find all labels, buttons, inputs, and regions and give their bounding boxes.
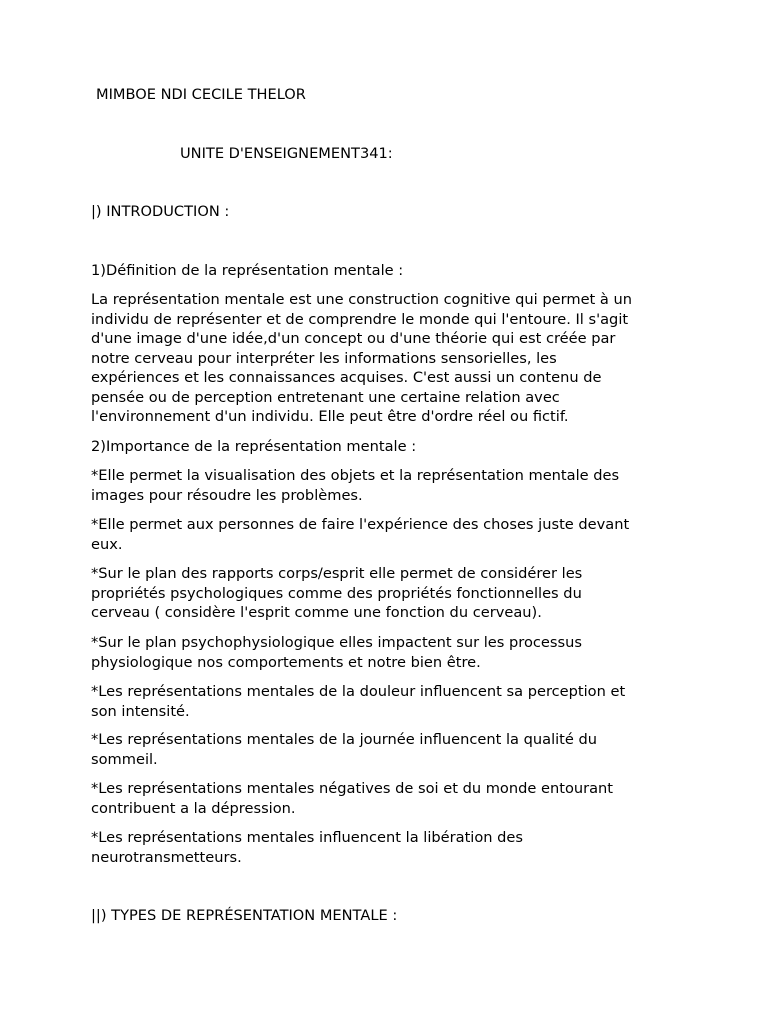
definition-line: d'une image d'une idée,d'un concept ou d'une théorie qui est créée par: [91, 330, 616, 347]
importance-point: [91, 779, 681, 818]
author-name: MIMBOE NDI CECILE THELOR: [96, 86, 306, 103]
importance-line: son intensité.: [91, 702, 190, 720]
importance-line: *Les représentations mentales de la journée influencent la qualité du: [91, 731, 598, 748]
importance-line: neurotransmetteurs.: [91, 848, 242, 866]
importance-point: [91, 466, 681, 505]
importance-point: [91, 682, 681, 721]
importance-point: [91, 828, 681, 867]
definition-line: notre cerveau pour interpréter les informations sensorielles, les: [91, 349, 557, 367]
definition-line: individu de représenter et de comprendre le monde qui l'entoure. Il s'agit: [91, 310, 629, 328]
definition-line: expériences et les connaissances acquises. C'est aussi un contenu de: [91, 369, 602, 386]
importance-point: [91, 730, 681, 769]
definition-heading: 1)Définition de la représentation mentale :: [91, 262, 404, 279]
section-heading-types: ||) TYPES DE REPRÉSENTATION MENTALE :: [91, 907, 398, 924]
unit-title: UNITE D'ENSEIGNEMENT341:: [180, 145, 393, 162]
importance-line: *Elle permet la visualisation des objets et la représentation mentale des: [91, 467, 620, 484]
importance-line: sommeil.: [91, 750, 158, 768]
definition-line: l'environnement d'un individu. Elle peut être d'ordre réel ou fictif.: [91, 408, 569, 425]
importance-point: [91, 515, 681, 554]
definition-line: pensée ou de perception entretenant une certaine relation avec: [91, 388, 560, 406]
importance-line: *Elle permet aux personnes de faire l'expérience des choses juste devant: [91, 516, 630, 533]
importance-line: *Les représentations mentales de la douleur influencent sa perception et: [91, 683, 626, 700]
importance-line: *Sur le plan des rapports corps/esprit elle permet de considérer les: [91, 565, 583, 582]
importance-line: propriétés psychologiques comme des propriétés fonctionnelles du: [91, 584, 582, 602]
importance-line: cerveau ( considère l'esprit comme une fonction du cerveau).: [91, 604, 542, 621]
importance-line: *Les représentations mentales négatives de soi et du monde entourant: [91, 780, 614, 797]
importance-line: physiologique nos comportements et notre bien être.: [91, 653, 481, 671]
importance-line: contribuent a la dépression.: [91, 799, 296, 817]
importance-line: *Sur le plan psychophysiologique elles impactent sur les processus: [91, 634, 582, 651]
importance-line: *Les représentations mentales influencent la libération des: [91, 829, 524, 846]
importance-line: images pour résoudre les problèmes.: [91, 486, 363, 504]
importance-point: [91, 633, 681, 672]
definition-paragraph: [91, 290, 681, 427]
section-heading-introduction: |) INTRODUCTION :: [91, 203, 230, 220]
definition-line: La représentation mentale est une construction cognitive qui permet à un: [91, 291, 632, 308]
importance-heading: 2)Importance de la représentation mentale :: [91, 438, 417, 455]
importance-line: eux.: [91, 535, 123, 553]
importance-point: [91, 564, 681, 623]
